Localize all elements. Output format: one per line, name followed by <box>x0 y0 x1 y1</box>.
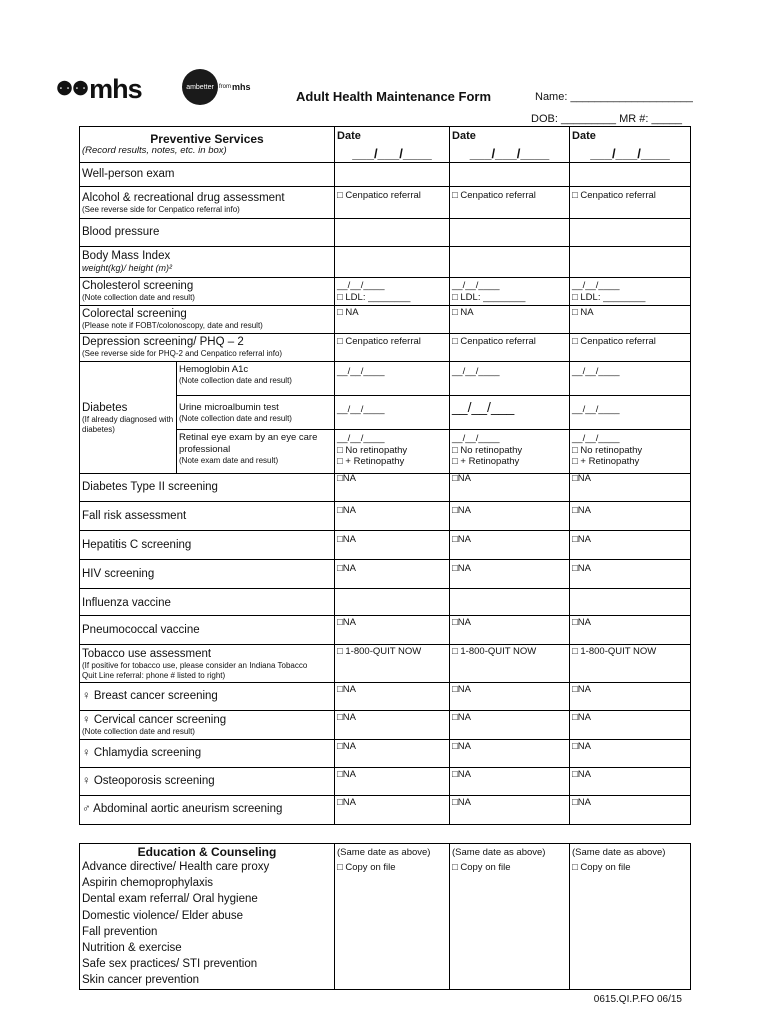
plus-retinopathy-option[interactable]: □ + Retinopathy <box>452 456 520 467</box>
ambetter-logo-mark <box>182 69 218 105</box>
cell[interactable] <box>450 560 570 589</box>
cell[interactable] <box>570 163 691 187</box>
row-breast <box>80 683 691 711</box>
fall-label: Fall risk assessment <box>82 510 187 522</box>
cell[interactable] <box>450 768 570 796</box>
education-item: Nutrition & exercise <box>82 942 182 955</box>
pneumo-label: Pneumococcal vaccine <box>82 624 200 636</box>
same-date-note: (Same date as above) <box>572 847 666 858</box>
ambetter-logo <box>182 69 251 105</box>
date-label: Date <box>337 130 361 142</box>
hiv-label: HIV screening <box>82 568 155 580</box>
education-counseling-table <box>79 843 691 990</box>
quit-now-option[interactable]: □ 1-800-QUIT NOW <box>452 646 537 657</box>
row-bp <box>80 219 691 247</box>
cell[interactable] <box>570 306 691 334</box>
people-icon: ⚉⚉ <box>56 79 89 100</box>
na-option[interactable]: □ NA <box>337 307 359 318</box>
cell[interactable] <box>450 334 570 362</box>
colo-label: Colorectal screening <box>82 308 187 320</box>
cell[interactable] <box>570 474 691 502</box>
cell[interactable] <box>570 396 691 430</box>
na-option[interactable]: □NA <box>572 505 591 516</box>
na-option[interactable]: □NA <box>572 563 591 574</box>
date-label: Date <box>572 130 596 142</box>
dep-note: (See reverse side for PHQ-2 and Cenpatico referral info) <box>82 349 283 358</box>
copy-on-file-option[interactable]: □ Copy on file <box>572 861 631 873</box>
na-option[interactable]: □ NA <box>452 307 474 318</box>
cell[interactable] <box>570 278 691 306</box>
date-blank: ___/___/____ <box>590 146 670 161</box>
na-option[interactable]: □NA <box>337 563 356 574</box>
row-depression <box>80 334 691 362</box>
row-cervical <box>80 711 691 740</box>
row-alcohol <box>80 187 691 219</box>
na-option[interactable]: □NA <box>452 473 471 484</box>
date-blank[interactable]: __/__/___ <box>452 399 515 415</box>
cell[interactable] <box>450 589 570 616</box>
education-item: Domestic violence/ Elder abuse <box>82 909 244 922</box>
dob-mr-field[interactable]: DOB: _________ MR #: _____ <box>531 113 683 125</box>
row-osteoporosis <box>80 768 691 796</box>
cell[interactable] <box>450 430 570 474</box>
cell[interactable] <box>450 396 570 430</box>
education-row <box>80 844 691 990</box>
na-option[interactable]: □NA <box>337 741 356 752</box>
cell[interactable] <box>335 768 450 796</box>
row-hiv <box>80 560 691 589</box>
hepc-label: Hepatitis C screening <box>82 539 192 551</box>
cell[interactable] <box>570 531 691 560</box>
date-blank[interactable]: __/__/____ <box>572 366 620 377</box>
row-wellperson <box>80 163 691 187</box>
na-option[interactable]: □NA <box>337 712 356 723</box>
cell[interactable] <box>335 844 450 990</box>
cell[interactable] <box>335 645 450 683</box>
same-date-note: (Same date as above) <box>452 847 546 858</box>
row-colorectal <box>80 306 691 334</box>
na-option[interactable]: □NA <box>452 684 471 695</box>
row-diabetes-type2 <box>80 474 691 502</box>
date-blank[interactable]: __/__/____ <box>337 280 385 291</box>
cell[interactable] <box>450 844 570 990</box>
row-bmi <box>80 247 691 278</box>
preventive-services-subtitle: (Record results, notes, etc. in box) <box>82 145 227 156</box>
na-option[interactable]: □NA <box>337 797 356 808</box>
na-option[interactable]: □NA <box>337 617 356 628</box>
date-blank[interactable]: __/__/____ <box>572 404 620 415</box>
tobacco-label: Tobacco use assessment <box>82 648 212 660</box>
chol-note: (Note collection date and result) <box>82 293 195 302</box>
cell[interactable] <box>450 247 570 278</box>
na-option[interactable]: □NA <box>452 741 471 752</box>
cell[interactable] <box>335 560 450 589</box>
hba1c-label: Hemoglobin A1c <box>179 364 249 375</box>
cell[interactable] <box>335 531 450 560</box>
cell[interactable] <box>450 796 570 825</box>
plus-retinopathy-option[interactable]: □ + Retinopathy <box>337 456 405 467</box>
cell[interactable] <box>335 430 450 474</box>
alcohol-note: (See reverse side for Cenpatico referral info) <box>82 205 240 214</box>
flu-label: Influenza vaccine <box>82 597 171 609</box>
cell[interactable] <box>450 362 570 396</box>
cell[interactable] <box>335 396 450 430</box>
date-blank[interactable]: __/__/____ <box>452 433 500 444</box>
cell[interactable] <box>570 796 691 825</box>
cell[interactable] <box>335 306 450 334</box>
cell[interactable] <box>570 362 691 396</box>
na-option[interactable]: □NA <box>337 473 356 484</box>
cell[interactable] <box>570 187 691 219</box>
date-blank[interactable]: __/__/____ <box>572 280 620 291</box>
cenpatico-option[interactable]: □ Cenpatico referral <box>337 336 421 347</box>
diabetes-group-cell <box>80 362 177 474</box>
row-fall-risk <box>80 502 691 531</box>
na-option[interactable]: □NA <box>337 505 356 516</box>
cell[interactable] <box>450 616 570 645</box>
na-option[interactable]: □NA <box>572 473 591 484</box>
preventive-services-table <box>79 126 691 825</box>
na-option[interactable]: □NA <box>572 741 591 752</box>
copy-on-file-option[interactable]: □ Copy on file <box>452 861 511 873</box>
cell[interactable] <box>450 502 570 531</box>
retinal-label: Retinal eye exam by an eye care professional <box>179 432 318 455</box>
cenpatico-option[interactable]: □ Cenpatico referral <box>572 336 656 347</box>
ambetter-from-text: from <box>219 84 231 90</box>
na-option[interactable]: □NA <box>452 617 471 628</box>
na-option[interactable]: □NA <box>452 563 471 574</box>
header-cell <box>80 127 335 163</box>
copy-on-file-option[interactable]: □ Copy on file <box>337 861 396 873</box>
retinal-note: (Note exam date and result) <box>179 456 279 465</box>
na-option[interactable]: □NA <box>337 769 356 780</box>
row-influenza <box>80 589 691 616</box>
education-item: Fall prevention <box>82 925 158 938</box>
row-aaa <box>80 796 691 825</box>
chlamydia-label: ♀ Chlamydia screening <box>82 747 202 759</box>
diabetes-note: (If already diagnosed with diabetes) <box>82 414 174 434</box>
cell[interactable] <box>335 796 450 825</box>
bmi-note: weight(kg)/ height (m)² <box>82 263 173 273</box>
ldl-option[interactable]: □ LDL: ________ <box>337 291 411 303</box>
cell[interactable] <box>570 740 691 768</box>
ambetter-logo-text: ambetter <box>186 83 214 91</box>
na-option[interactable]: □NA <box>572 617 591 628</box>
na-option[interactable]: □NA <box>572 769 591 780</box>
cervical-note: (Note collection date and result) <box>82 727 195 736</box>
cell[interactable] <box>335 334 450 362</box>
cell[interactable] <box>335 187 450 219</box>
na-option[interactable]: □NA <box>572 534 591 545</box>
cell[interactable] <box>335 711 450 740</box>
date-blank: ___/___/____ <box>469 146 550 161</box>
hba1c-note: (Note collection date and result) <box>179 376 292 385</box>
date-col-1[interactable] <box>335 127 450 163</box>
row-hepatitis-c <box>80 531 691 560</box>
dep-label: Depression screening/ PHQ – 2 <box>82 336 244 348</box>
cell[interactable] <box>335 502 450 531</box>
cell[interactable] <box>450 711 570 740</box>
cell[interactable] <box>335 474 450 502</box>
cell[interactable] <box>570 247 691 278</box>
diabetes-label: Diabetes <box>82 401 128 414</box>
cell[interactable] <box>450 474 570 502</box>
cell[interactable] <box>450 531 570 560</box>
date-blank[interactable]: __/__/____ <box>452 280 500 291</box>
row-tobacco <box>80 645 691 683</box>
breast-label: ♀ Breast cancer screening <box>82 690 218 702</box>
diab2-label: Diabetes Type II screening <box>82 481 218 493</box>
cell[interactable] <box>335 740 450 768</box>
cell[interactable] <box>570 560 691 589</box>
na-option[interactable]: □NA <box>572 712 591 723</box>
cell[interactable] <box>335 683 450 711</box>
cell[interactable] <box>570 844 691 990</box>
quit-now-option[interactable]: □ 1-800-QUIT NOW <box>337 646 422 657</box>
cell[interactable] <box>335 589 450 616</box>
education-list-cell <box>80 844 335 990</box>
cenpatico-option[interactable]: □ Cenpatico referral <box>452 190 536 201</box>
plus-retinopathy-option[interactable]: □ + Retinopathy <box>572 456 640 467</box>
preventive-services-title: Preventive Services <box>150 132 264 146</box>
education-item: Skin cancer prevention <box>82 974 199 987</box>
cell[interactable] <box>335 362 450 396</box>
no-retinopathy-option[interactable]: □ No retinopathy <box>452 444 523 456</box>
row-hba1c <box>80 362 691 396</box>
cell[interactable] <box>335 278 450 306</box>
same-date-note: (Same date as above) <box>337 847 431 858</box>
table-header-row <box>80 127 691 163</box>
date-blank[interactable]: __/__/____ <box>337 404 385 415</box>
name-field[interactable]: Name: ____________________ <box>535 91 693 103</box>
cell[interactable] <box>450 163 570 187</box>
mhs-logo-text: mhs <box>89 74 142 104</box>
na-option[interactable]: □NA <box>452 534 471 545</box>
date-col-3[interactable] <box>570 127 691 163</box>
form-title: Adult Health Maintenance Form <box>296 89 492 104</box>
na-option[interactable]: □NA <box>452 797 471 808</box>
cell[interactable] <box>570 502 691 531</box>
no-retinopathy-option[interactable]: □ No retinopathy <box>337 444 408 456</box>
osteo-label: ♀ Osteoporosis screening <box>82 775 215 787</box>
date-blank[interactable]: __/__/____ <box>337 433 385 444</box>
cell[interactable] <box>570 589 691 616</box>
mhs-logo <box>56 74 142 105</box>
cell[interactable] <box>335 163 450 187</box>
cell[interactable] <box>570 430 691 474</box>
cell[interactable] <box>450 187 570 219</box>
row-cholesterol <box>80 278 691 306</box>
cell[interactable] <box>450 683 570 711</box>
cell[interactable] <box>335 616 450 645</box>
na-option[interactable]: □NA <box>337 684 356 695</box>
bp-label: Blood pressure <box>82 226 160 238</box>
na-option[interactable]: □NA <box>452 505 471 516</box>
form-code: 0615.QI.P.FO 06/15 <box>593 994 682 1005</box>
cell[interactable] <box>570 645 691 683</box>
wellperson-label: Well-person exam <box>82 168 175 180</box>
cell[interactable] <box>570 616 691 645</box>
date-blank[interactable]: __/__/____ <box>337 366 385 377</box>
tobacco-note: (If positive for tobacco use, please consider an Indiana Tobacco Quit Line referral: phone # listed to right) <box>82 661 308 680</box>
cell[interactable] <box>335 219 450 247</box>
ldl-option[interactable]: □ LDL: ________ <box>572 291 646 303</box>
cell[interactable] <box>570 683 691 711</box>
no-retinopathy-option[interactable]: □ No retinopathy <box>572 444 643 456</box>
cell[interactable] <box>450 278 570 306</box>
na-option[interactable]: □ NA <box>572 307 594 318</box>
urine-label: Urine microalbumin test <box>179 402 279 413</box>
cell[interactable] <box>570 768 691 796</box>
na-option[interactable]: □NA <box>452 712 471 723</box>
education-item: Safe sex practices/ STI prevention <box>82 958 258 971</box>
chol-label: Cholesterol screening <box>82 280 194 292</box>
colo-note: (Please note if FOBT/colonoscopy, date and result) <box>82 321 263 330</box>
alcohol-label: Alcohol & recreational drug assessment <box>82 192 285 204</box>
education-title: Education & Counseling <box>137 845 277 859</box>
ambetter-mhs-text: mhs <box>232 82 251 92</box>
urine-note: (Note collection date and result) <box>179 414 292 423</box>
education-item: Dental exam referral/ Oral hygiene <box>82 893 258 906</box>
cell[interactable] <box>450 219 570 247</box>
education-item: Advance directive/ Health care proxy <box>82 861 270 873</box>
na-option[interactable]: □NA <box>572 797 591 808</box>
date-col-2[interactable] <box>450 127 570 163</box>
na-option[interactable]: □NA <box>337 534 356 545</box>
ldl-option[interactable]: □ LDL: ________ <box>452 291 526 303</box>
cell[interactable] <box>450 740 570 768</box>
row-pneumococcal <box>80 616 691 645</box>
aaa-label: ♂ Abdominal aortic aneurism screening <box>82 803 283 815</box>
date-blank: ___/___/____ <box>352 146 432 161</box>
na-option[interactable]: □NA <box>572 684 591 695</box>
cenpatico-option[interactable]: □ Cenpatico referral <box>337 190 421 201</box>
cell[interactable] <box>570 219 691 247</box>
date-blank[interactable]: __/__/____ <box>452 366 500 377</box>
date-blank[interactable]: __/__/____ <box>572 433 620 444</box>
cell[interactable] <box>450 645 570 683</box>
cervical-label: ♀ Cervical cancer screening <box>82 714 227 726</box>
date-label: Date <box>452 130 476 142</box>
na-option[interactable]: □NA <box>452 769 471 780</box>
bmi-label: Body Mass Index <box>82 250 171 262</box>
cell[interactable] <box>570 334 691 362</box>
cenpatico-option[interactable]: □ Cenpatico referral <box>452 336 536 347</box>
quit-now-option[interactable]: □ 1-800-QUIT NOW <box>572 646 657 657</box>
cell[interactable] <box>450 306 570 334</box>
education-item: Aspirin chemoprophylaxis <box>82 877 214 890</box>
cell[interactable] <box>335 247 450 278</box>
row-chlamydia <box>80 740 691 768</box>
cenpatico-option[interactable]: □ Cenpatico referral <box>572 190 656 201</box>
cell[interactable] <box>570 711 691 740</box>
